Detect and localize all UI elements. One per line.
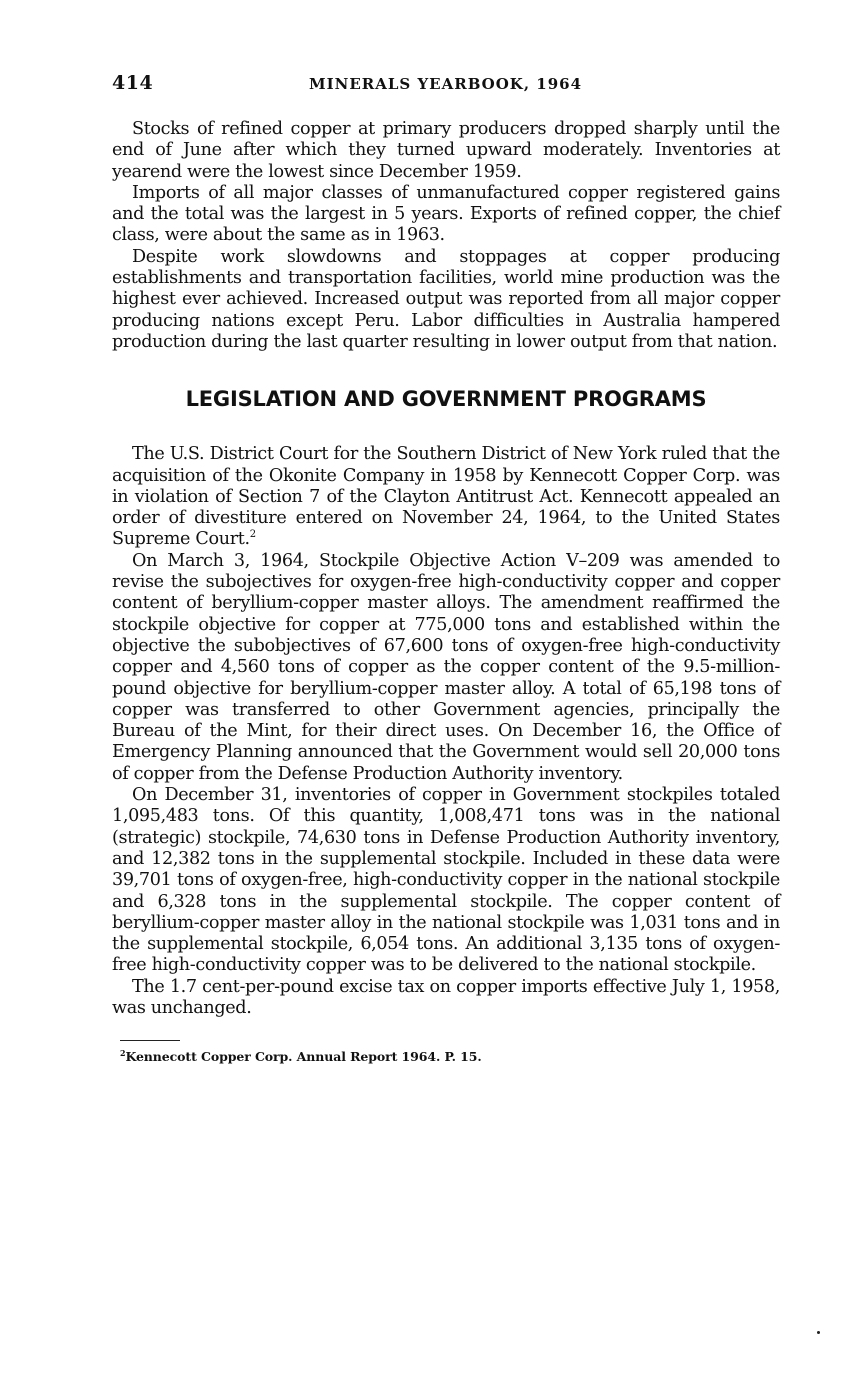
court-ruling-text: The U.S. District Court for the Southern District of New York ruled that the acquisition of the Okonite Company in 1958 by Kennecott Copper Corp. was in violation of Section 7 of the Clayton Antitrust Act. Kennecott appealed an order of divestiture entered on November 24, 1964, to the United States Supreme Court. (112, 444, 780, 550)
paragraph-inventories: On December 31, inventories of copper in Government stockpiles totaled 1,095,483 tons. Of this quantity, 1,008,471 tons was in the national (strategic) stockpile, 74,630 tons in Defense Production Authority inventory, and 12,382 tons in the supplemental stockpile. Included in these data were 39,701 tons of oxygen-free, high-conductivity copper in the national stockpile and 6,328 tons in the supplemental stockpile. The copper content of beryllium-copper master alloy in the national stockpile was 1,031 tons and in the supplemental stockpile, 6,054 tons. An additional 3,135 tons of oxygen-free high-conductivity copper was to be delivered to the national stockpile. (112, 785, 780, 976)
legislation-section (112, 444, 780, 1019)
paragraph-excise-tax: The 1.7 cent-per-pound excise tax on copper imports effective July 1, 1958, was unchanged. (112, 976, 780, 1018)
section-heading: LEGISLATION AND GOVERNMENT PROGRAMS (185, 387, 707, 412)
footnote-divider (120, 1040, 180, 1041)
paragraph-world-production: Despite work slowdowns and stoppages at copper producing establishments and transportation facilities, world mine production was the highest ever achieved. Increased output was reported from all major copper producing nations except Peru. Labor difficulties in Australia hampered production during the last quarter resulting in lower output from that nation. (112, 246, 780, 352)
paragraph-imports: Imports of all major classes of unmanufactured copper registered gains and the total was the largest in 5 years. Exports of refined copper, the chief class, were about the same as in 1963. (112, 182, 780, 246)
running-title: MINERALS YEARBOOK, 1964 (309, 75, 583, 93)
document-page (112, 70, 780, 1064)
footnote-text: Kennecott Copper Corp. Annual Report 1964. P. 15. (125, 1049, 482, 1065)
intro-section (112, 119, 780, 353)
page-number: 414 (112, 72, 154, 94)
paragraph-stocks: Stocks of refined copper at primary producers dropped sharply until the end of June after which they turned upward moderately. Inventories at yearend were the lowest since December 1959. (112, 119, 780, 182)
footnote-marker: 2 (120, 1048, 126, 1059)
paragraph-court-ruling (112, 444, 780, 550)
running-header (112, 70, 780, 100)
scan-speck (817, 1331, 820, 1334)
footnote (120, 1049, 780, 1064)
footnote-reference: 2 (249, 529, 256, 541)
paragraph-stockpile-objective: On March 3, 1964, Stockpile Objective Action V–209 was amended to revise the subojectives for oxygen-free high-conductivity copper and copper content of beryllium-copper master alloys. The amendment reaffirmed the stockpile objective for copper at 775,000 tons and established within the objective the subobjectives of 67,600 tons of oxygen-free high-conductivity copper and 4,560 tons of copper as the copper content of the 9.5-million-pound objective for beryllium-copper master alloy. A total of 65,198 tons of copper was transferred to other Government agencies, principally the Bureau of the Mint, for their direct uses. On December 16, the Office of Emergency Planning announced that the Government would sell 20,000 tons of copper from the Defense Production Authority inventory. (112, 550, 780, 784)
